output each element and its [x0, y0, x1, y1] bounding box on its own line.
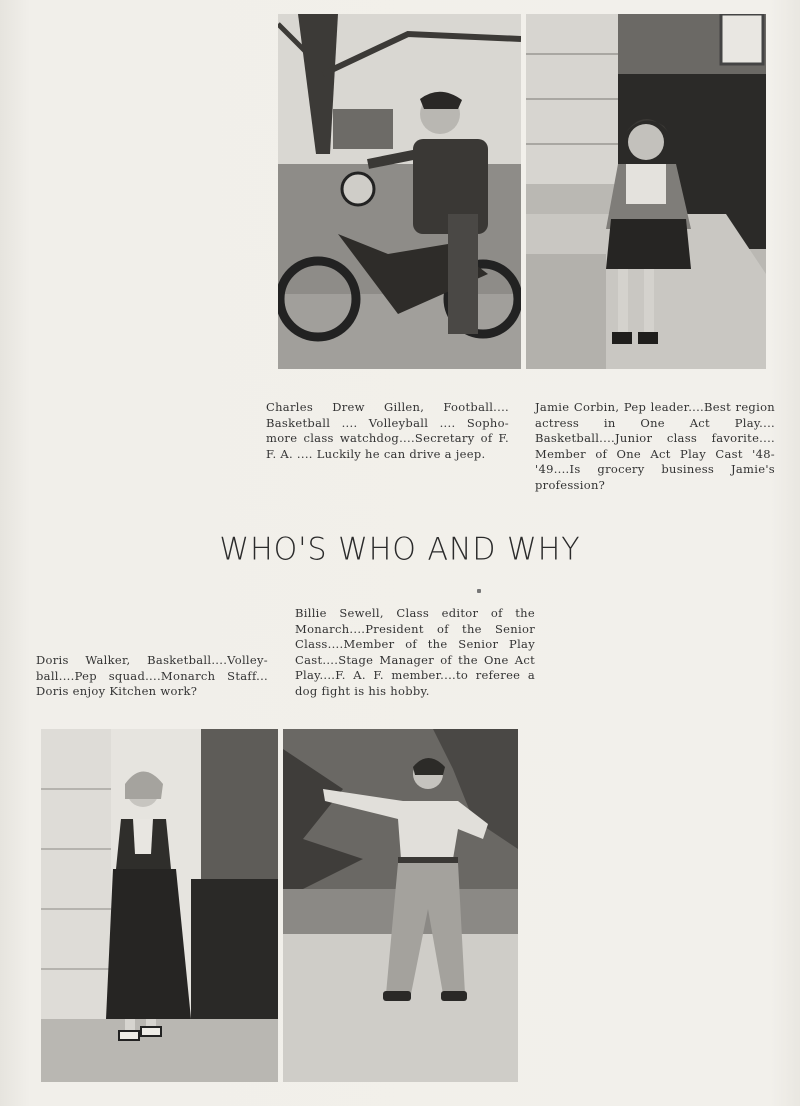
- photo-gillen: [278, 14, 521, 369]
- photo-sewell: [283, 729, 518, 1082]
- caption-walker: Doris Walker, Basketball....Volley-ball....Pep squad....Monarch Staff... Doris enjoy Kitchen work?: [36, 653, 268, 698]
- photo-walker: [41, 729, 278, 1082]
- page-title: WHO'S WHO AND WHY: [219, 531, 581, 568]
- caption-sewell: Billie Sewell, Class editor of the Monarch....President of the Senior Class....Member of the Senior Play Cast....Stage Manager of the One Act Play....F. A. F. member....to referee a dog fight is his hobby.: [295, 606, 535, 698]
- caption-gillen: Charles Drew Gillen, Football.... Basketball .... Volleyball .... Sopho-more class watchdog....Secretary of F. F. A. .... Luckily he can drive a jeep.: [266, 400, 509, 461]
- printer-mark: [477, 589, 481, 593]
- photo-corbin: [526, 14, 766, 369]
- tree-photo-image: [283, 729, 518, 1082]
- steps-photo-image: [526, 14, 766, 369]
- caption-corbin: Jamie Corbin, Pep leader....Best region actress in One Act Play.... Basketball....Junior class favorite.... Member of One Act Play Cast '48-'49....Is grocery business Jamie's profession?: [535, 400, 775, 492]
- brick-wall-photo-image: [41, 729, 278, 1082]
- motorcycle-photo-image: [278, 14, 521, 369]
